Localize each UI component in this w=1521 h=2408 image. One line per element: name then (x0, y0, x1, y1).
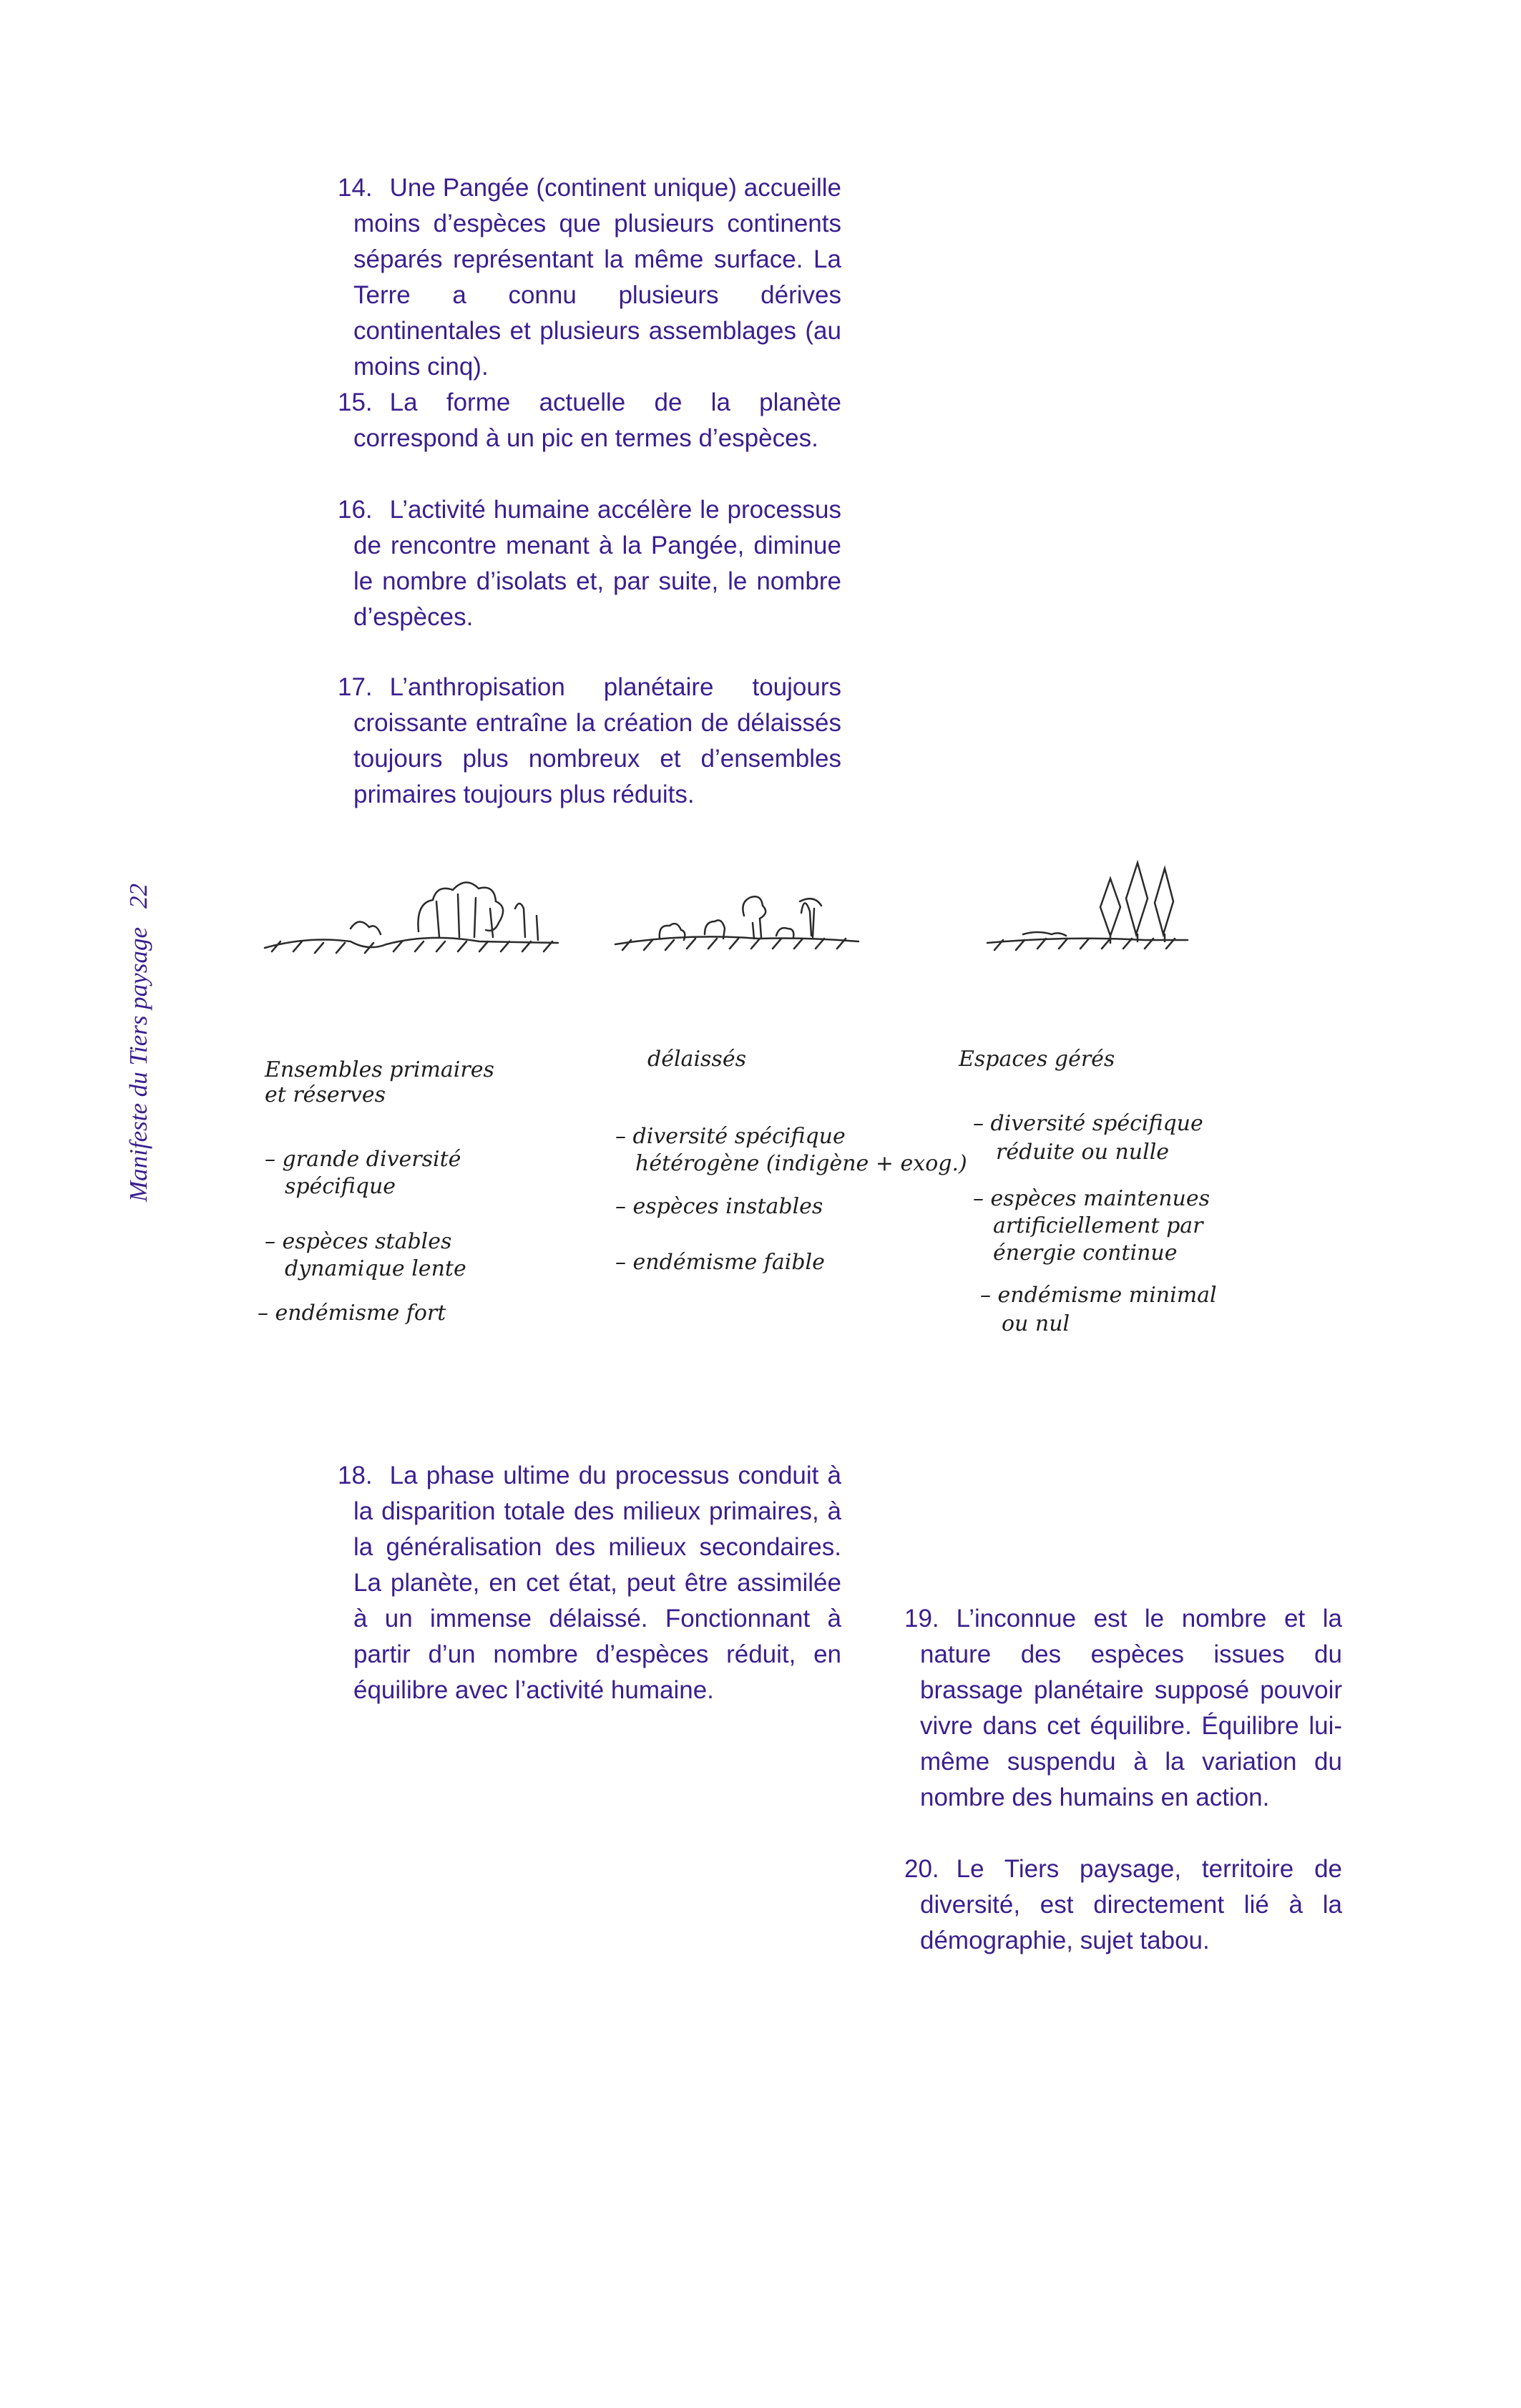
sketch-item-line: – espèces instables (615, 1194, 823, 1219)
sketch-heading-line: et réserves (265, 1082, 386, 1107)
sketch-item-line: dynamique lente (285, 1256, 466, 1281)
paragraph-text: L’anthropisation planétaire toujours croissante entraîne la création de délaissés toujours plus nombreux et d’ensembles primaires toujours plus réduits. (353, 673, 841, 808)
paragraph-text: Une Pangée (continent unique) accueille moins d’espèces que plusieurs continents séparés représentant la même surface. La Terre a connu plusieurs dérives continentales et plusieurs assemblages (au moins cinq). (353, 174, 841, 381)
paragraph-number: 14. (338, 174, 373, 202)
paragraph-text: L’inconnue est le nombre et la nature des espèces issues du brassage planétaire supposé pouvoir vivre dans cet équilibre. Équilibre lui-même suspendu à la variation du nombre des humains en action. (920, 1605, 1342, 1811)
paragraph-19 (904, 1601, 1342, 1816)
paragraph-14 (338, 170, 841, 385)
sketch-heading-line: Ensembles primaires (265, 1057, 494, 1082)
hand-drawn-sketch (243, 844, 1302, 1402)
paragraph-number: 18. (338, 1462, 373, 1489)
sketch-item-line: – endémisme faible (615, 1250, 825, 1275)
sketch-column-primary (258, 1057, 494, 1326)
sketch-item-line: énergie continue (993, 1240, 1178, 1266)
paragraph-number: 20. (904, 1855, 939, 1883)
running-header (92, 787, 152, 1202)
sketch-item-line: réduite ou nulle (996, 1140, 1170, 1165)
landscape-primary-drawing (265, 882, 558, 953)
paragraph-20 (904, 1851, 1342, 1959)
paragraph-number: 17. (338, 673, 373, 701)
sketch-item-line: artificiellement par (993, 1213, 1203, 1238)
paragraph-text: Le Tiers paysage, territoire de diversité, est directement lié à la démographie, sujet tabou. (920, 1855, 1342, 1954)
sketch-item-line: – endémisme minimal (980, 1283, 1217, 1308)
sketch-heading-line: Espaces gérés (959, 1047, 1115, 1072)
sketch-column-delaisses (615, 1047, 967, 1275)
paragraph-17 (338, 670, 841, 813)
page-number: 22 (124, 884, 152, 909)
sketch-item-line: – grande diversité (265, 1147, 461, 1172)
paragraph-18 (338, 1458, 841, 1708)
paragraph-text: L’activité humaine accélère le processus de rencontre menant à la Pangée, diminue le nombre d’isolats et, par suite, le nombre d’espèces. (353, 496, 841, 631)
sketch-item-line: – espèces stables (265, 1229, 452, 1254)
sketch-item-line: – diversité spécifique (615, 1124, 846, 1149)
sketch-column-managed (958, 1047, 1217, 1336)
landscape-managed-drawing (987, 863, 1188, 950)
sketch-item-line: – espèces maintenues (973, 1186, 1210, 1211)
sketch-item-line: ou nul (1002, 1311, 1070, 1336)
paragraph-text: La phase ultime du processus conduit à la disparition totale des milieux primaires, à la généralisation des milieux secondaires. La planète, en cet état, peut être assimilée à un immense délaissé. Fonctionnant à partir d’un nombre d’espèces réduit, en équilibre avec l’activité humaine. (353, 1462, 841, 1704)
paragraph-15 (338, 385, 841, 456)
running-header-text (124, 884, 153, 1202)
book-title: Manifeste du Tiers paysage (124, 927, 152, 1202)
sketch-item-line: hétérogène (indigène + exog.) (635, 1151, 967, 1176)
landscape-delaisses-drawing (615, 896, 859, 950)
sketch-item-line: – diversité spécifique (973, 1111, 1203, 1136)
sketch-item-line: spécifique (285, 1174, 396, 1199)
paragraph-text: La forme actuelle de la planète correspond à un pic en termes d’espèces. (353, 388, 841, 452)
paragraph-16 (338, 492, 841, 635)
sketch-heading-line: délaissés (647, 1047, 746, 1072)
paragraph-number: 15. (338, 388, 373, 416)
sketch-item-line: – endémisme fort (258, 1301, 446, 1326)
paragraph-number: 16. (338, 496, 373, 524)
paragraph-number: 19. (904, 1605, 939, 1633)
